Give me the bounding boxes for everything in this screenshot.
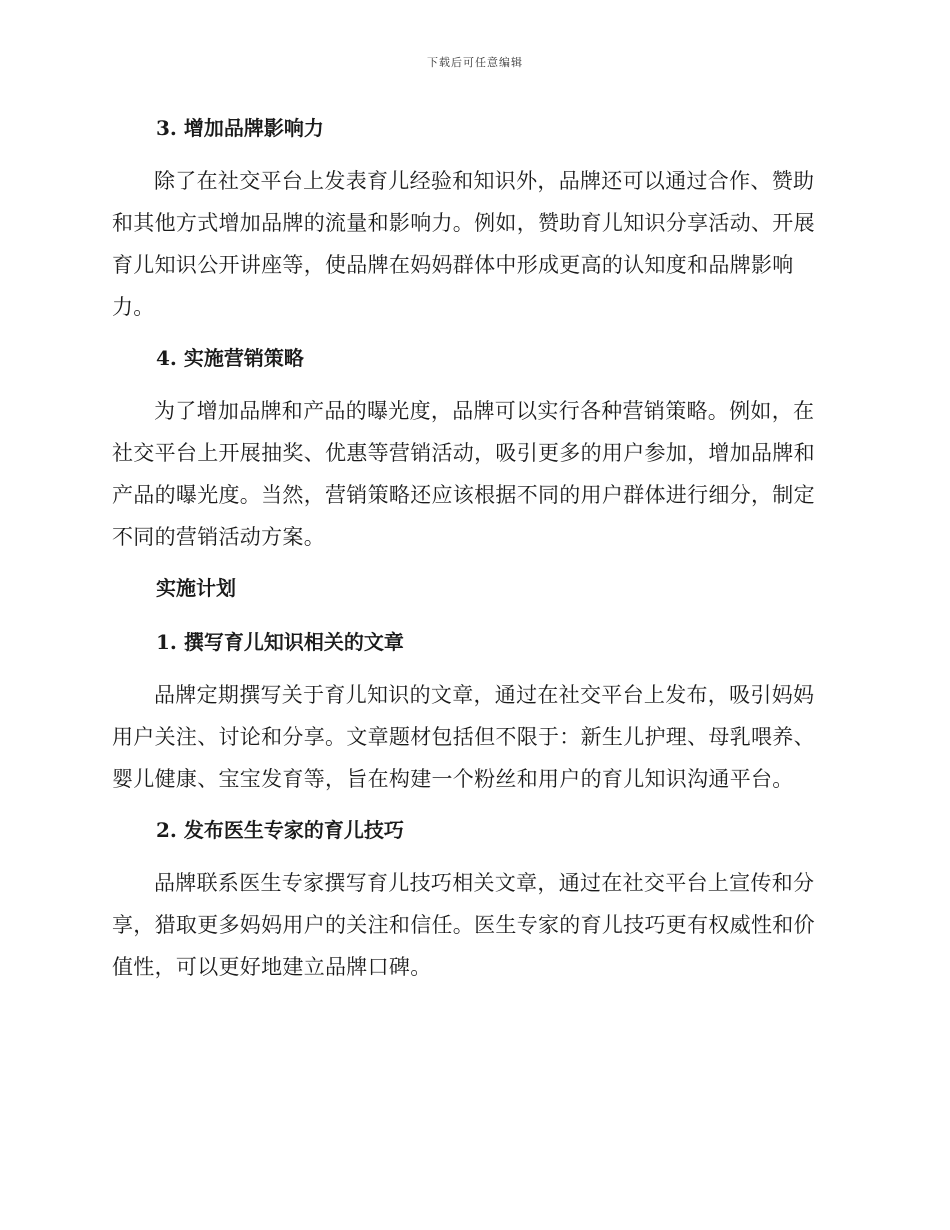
paragraph-write-articles: 品牌定期撰写关于育儿知识的文章，通过在社交平台上发布，吸引妈妈用户关注、讨论和分享。文章题材包括但不限于：新生儿护理、母乳喂养、婴儿健康、宝宝发育等，旨在构建一个粉丝和用户的育儿知识沟通平台。	[112, 683, 815, 791]
section-heading-expert-tips: 2. 发布医生专家的育儿技巧	[156, 818, 404, 842]
paragraph-expert-tips: 品牌联系医生专家撰写育儿技巧相关文章，通过在社交平台上宣传和分享，猎取更多妈妈用户的关注和信任。医生专家的育儿技巧更有权威性和价值性，可以更好地建立品牌口碑。	[112, 871, 815, 979]
section-heading-implementation-plan: 实施计划	[156, 576, 236, 600]
page-header-note: 下载后可任意编辑	[427, 56, 523, 69]
section-heading-brand-influence: 3. 增加品牌影响力	[156, 116, 324, 140]
section-heading-marketing-strategy: 4. 实施营销策略	[156, 346, 304, 370]
section-heading-write-articles: 1. 撰写育儿知识相关的文章	[156, 630, 404, 654]
paragraph-marketing-strategy: 为了增加品牌和产品的曝光度，品牌可以实行各种营销策略。例如，在社交平台上开展抽奖、优惠等营销活动，吸引更多的用户参加，增加品牌和产品的曝光度。当然，营销策略还应该根据不同的用户群体进行细分，制定不同的营销活动方案。	[112, 399, 815, 549]
document-body	[112, 112, 834, 988]
paragraph-brand-influence: 除了在社交平台上发表育儿经验和知识外，品牌还可以通过合作、赞助和其他方式增加品牌的流量和影响力。例如，赞助育儿知识分享活动、开展育儿知识公开讲座等，使品牌在妈妈群体中形成更高的认知度和品牌影响力。	[112, 169, 815, 319]
